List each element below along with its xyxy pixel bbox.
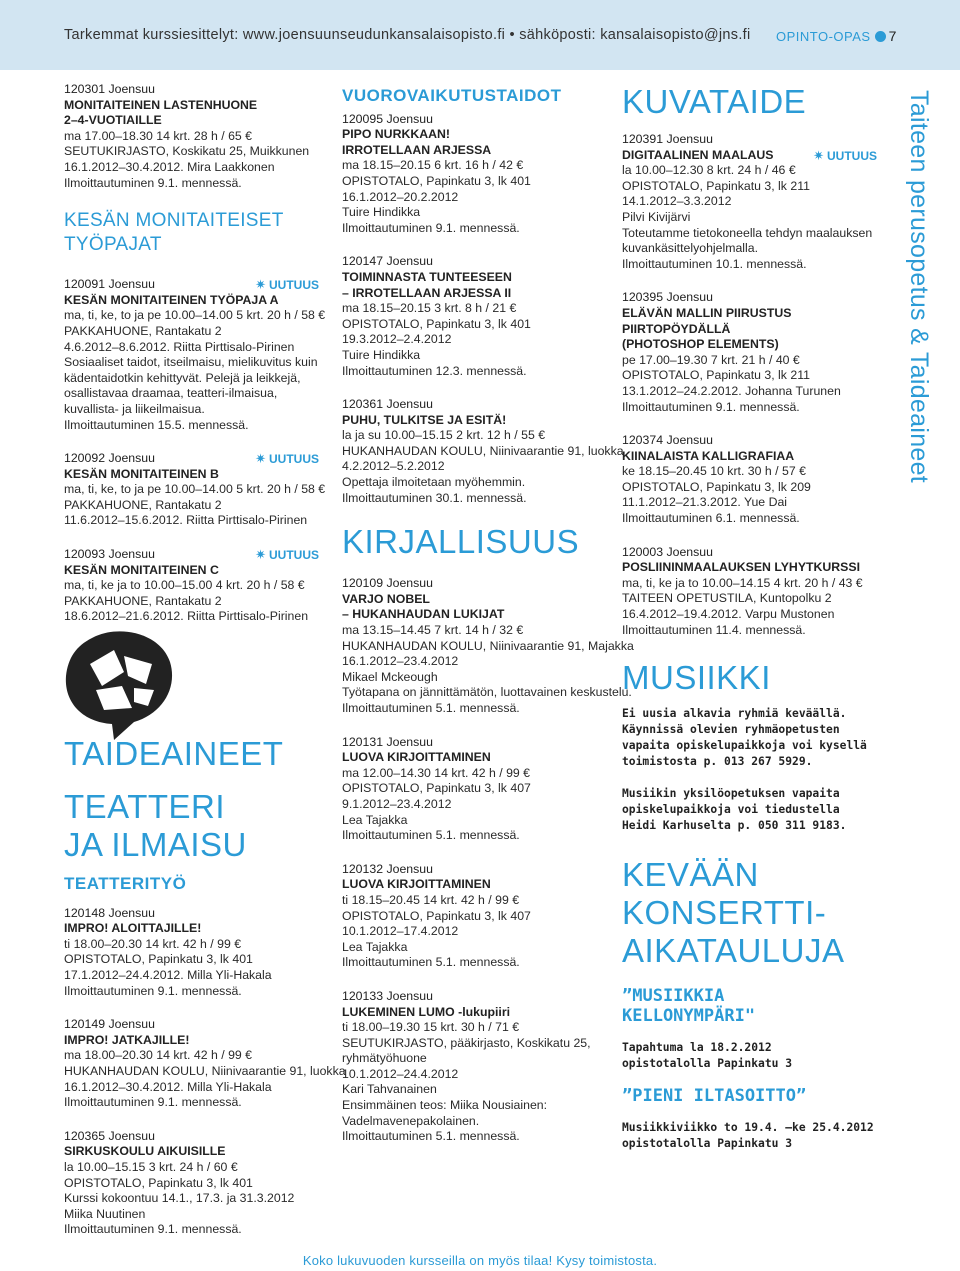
event-title: ”PIENI ILTASOITTO” bbox=[622, 1086, 807, 1107]
course-title: VARJO NOBEL bbox=[342, 591, 430, 606]
course-dates: 16.4.2012–19.4.2012. Varpu Mustonen bbox=[622, 607, 835, 622]
course-place: HUKANHAUDAN KOULU, Niinivaarantie 91, Majakka bbox=[342, 638, 634, 653]
course-code: 120092 Joensuu bbox=[64, 451, 155, 466]
course-registration: Ilmoittautuminen 9.1. mennessä. bbox=[64, 1222, 242, 1237]
new-badge-label: UUTUUS bbox=[269, 548, 319, 563]
course-place: OPISTOTALO, Papinkatu 3, lk 211 bbox=[622, 178, 810, 193]
course-code: 120301 Joensuu bbox=[64, 82, 155, 96]
course-time: ma 17.00–18.30 14 krt. 28 h / 65 € bbox=[64, 128, 253, 143]
course-120132 bbox=[342, 862, 597, 971]
course-dates: 9.1.2012–23.4.2012 bbox=[342, 796, 452, 811]
course-registration: Ilmoittautuminen 11.4. mennessä. bbox=[622, 622, 806, 637]
course-registration: Ilmoittautuminen 5.1. mennessä. bbox=[342, 1129, 520, 1144]
course-120148 bbox=[64, 906, 319, 1000]
new-badge-label: UUTUUS bbox=[269, 452, 319, 467]
course-place: TAITEEN OPETUSTILA, Kuntopolku 2 bbox=[622, 591, 832, 606]
course-place: SEUTUKIRJASTO, Koskikatu 25, Muikkunen bbox=[64, 144, 310, 159]
heading-teatterityo: TEATTERITYÖ bbox=[64, 874, 187, 893]
course-dates: 10.1.2012–17.4.2012 bbox=[342, 924, 459, 939]
course-description: Sosiaaliset taidot, itseilmaisu, mielikuvitus kuin kädentaidotkin kehittyvät. Pelejä ja leikkejä, osallistavaa draamaa, teatteri-ilmaisua, kuvallista- ja liikeilmaisua. bbox=[64, 355, 318, 416]
course-time: ma, ti, ke ja to 10.00–14.15 4 krt. 20 h / 43 € bbox=[622, 575, 863, 590]
note-line: Heidi Karhuselta p. 050 311 9183. bbox=[622, 819, 847, 833]
course-teacher: Mikael Mckeough bbox=[342, 669, 438, 684]
course-title: MONITAITEINEN LASTENHUONE bbox=[64, 97, 258, 112]
course-title: PIPO NURKKAAN! bbox=[342, 127, 450, 142]
heading-musiikki: MUSIIKKI bbox=[622, 659, 771, 697]
section-heading-kesan: KESÄN MONITAITEISET TYÖPAJAT bbox=[64, 210, 284, 256]
yksiloopetus-note bbox=[622, 786, 877, 834]
course-120091 bbox=[64, 277, 326, 433]
course-code-row bbox=[64, 451, 319, 467]
course-120095 bbox=[342, 112, 597, 237]
course-dates: 16.1.2012–30.4.2012. Mira Laakkonen bbox=[64, 159, 275, 174]
course-dates: 14.1.2012–3.3.2012 bbox=[622, 194, 732, 209]
course-place: HUKANHAUDAN KOULU, Niinivaarantie 91, luokka bbox=[342, 443, 624, 458]
new-badge bbox=[255, 277, 319, 294]
course-registration: Ilmoittautuminen 9.1. mennessä. bbox=[64, 175, 242, 190]
course-description: Vadelmavenepakolainen. bbox=[342, 1113, 480, 1128]
course-code: 120131 Joensuu bbox=[342, 734, 433, 749]
event-musiikkia-kellonympari bbox=[622, 986, 877, 1072]
course-title: LUOVA KIRJOITTAMINEN bbox=[342, 750, 491, 765]
course-registration: Ilmoittautuminen 6.1. mennessä. bbox=[622, 511, 800, 526]
course-code: 120149 Joensuu bbox=[64, 1017, 155, 1032]
course-registration: Ilmoittautuminen 9.1. mennessä. bbox=[622, 399, 800, 414]
course-code: 120148 Joensuu bbox=[64, 905, 155, 920]
course-registration: Ilmoittautuminen 9.1. mennessä. bbox=[64, 983, 242, 998]
column-left-lower bbox=[64, 735, 346, 1256]
course-title: KIINALAISTA KALLIGRAFIAA bbox=[622, 448, 795, 463]
vertical-section-title-text: Taiteen perusopetus & Taideaineet bbox=[905, 90, 933, 484]
course-description: Toteutamme tietokoneella tehdyn maalauksen kuvankäsittelyohjelmalla. bbox=[622, 225, 873, 256]
course-code: 120365 Joensuu bbox=[64, 1128, 155, 1143]
event-title: ”MUSIIKKIA bbox=[622, 986, 725, 1007]
heading-kirjallisuus: KIRJALLISUUS bbox=[342, 523, 580, 561]
course-place: OPISTOTALO, Papinkatu 3, lk 211 bbox=[622, 368, 810, 383]
course-title: POSLIININMAALAUKSEN LYHYTKURSSI bbox=[622, 560, 860, 575]
course-teacher: Tuire Hindikka bbox=[342, 205, 421, 220]
column-right bbox=[622, 84, 877, 1152]
course-120395 bbox=[622, 290, 877, 415]
heading-teatteri: TEATTERI bbox=[64, 788, 226, 825]
course-code: 120109 Joensuu bbox=[342, 576, 433, 591]
course-title: KESÄN MONITAITEINEN C bbox=[64, 562, 219, 577]
course-title: PUHU, TULKITSE JA ESITÄ! bbox=[342, 412, 507, 427]
asterisk-star-icon: ✷ bbox=[813, 147, 824, 163]
course-registration: Ilmoittautuminen 5.1. mennessä. bbox=[342, 701, 520, 715]
dot-icon bbox=[875, 31, 886, 42]
heading-line: KONSERTTI- bbox=[622, 894, 827, 932]
course-title: DIGITAALINEN MAALAUS bbox=[622, 147, 774, 162]
course-120093 bbox=[64, 547, 319, 625]
course-code: 120361 Joensuu bbox=[342, 397, 433, 412]
course-120147 bbox=[342, 254, 597, 379]
course-registration: Ilmoittautuminen 5.1. mennessä. bbox=[342, 828, 520, 843]
guide-label bbox=[776, 28, 897, 44]
course-time: pe 17.00–19.30 7 krt. 21 h / 40 € bbox=[622, 352, 800, 367]
course-teacher: Lea Tajakka bbox=[342, 939, 408, 954]
course-code: 120095 Joensuu bbox=[342, 111, 433, 126]
course-code-row bbox=[64, 547, 319, 563]
course-dates: 4.2.2012–5.2.2012 bbox=[342, 459, 445, 474]
heading-kuvataide: KUVATAIDE bbox=[622, 83, 807, 120]
course-time: la 10.00–15.15 3 krt. 24 h / 60 € bbox=[64, 1159, 238, 1174]
course-code-row bbox=[64, 277, 319, 293]
course-place: OPISTOTALO, Papinkatu 3, lk 407 bbox=[342, 781, 531, 796]
course-120131 bbox=[342, 735, 597, 844]
course-time: ma, ti, ke, to ja pe 10.00–14.00 5 krt. 20 h / 58 € bbox=[64, 308, 326, 323]
course-120391 bbox=[622, 132, 877, 272]
course-teacher: Pilvi Kivijärvi bbox=[622, 209, 691, 224]
course-code: 120395 Joensuu bbox=[622, 290, 713, 305]
course-dates: 17.1.2012–24.4.2012. Milla Yli-Hakala bbox=[64, 967, 272, 982]
course-teacher: Opettaja ilmoitetaan myöhemmin. bbox=[342, 475, 526, 490]
course-120092 bbox=[64, 451, 326, 529]
course-time: ma 18.15–20.15 3 krt. 8 h / 21 € bbox=[342, 301, 517, 316]
course-time: ma 18.15–20.15 6 krt. 16 h / 42 € bbox=[342, 158, 524, 173]
course-title: (PHOTOSHOP ELEMENTS) bbox=[622, 337, 779, 352]
course-registration: Ilmoittautuminen 5.1. mennessä. bbox=[342, 955, 520, 970]
note-line: Ei uusia alkavia ryhmiä keväällä. bbox=[622, 707, 847, 721]
course-teacher: Miika Nuutinen bbox=[64, 1206, 146, 1221]
course-120361 bbox=[342, 397, 624, 506]
course-dates: 11.6.2012–15.6.2012. Riitta Pirttisalo-Pirinen bbox=[64, 513, 308, 528]
course-teacher: Lea Tajakka bbox=[342, 812, 408, 827]
course-title: ELÄVÄN MALLIN PIIRUSTUS bbox=[622, 305, 792, 320]
event-title: KELLONYMPÄRI" bbox=[622, 1006, 756, 1027]
course-code: 120391 Joensuu bbox=[622, 132, 713, 146]
course-place: OPISTOTALO, Papinkatu 3, lk 401 bbox=[64, 1175, 253, 1190]
course-120003 bbox=[622, 545, 877, 639]
course-code: 120091 Joensuu bbox=[64, 277, 155, 292]
course-dates: 18.6.2012–21.6.2012. Riitta Pirttisalo-Pirinen bbox=[64, 609, 309, 624]
course-time: ti 18.00–19.30 15 krt. 30 h / 71 € bbox=[342, 1020, 520, 1035]
new-badge bbox=[813, 148, 877, 165]
course-title: – IRROTELLAAN ARJESSA II bbox=[342, 285, 512, 300]
asterisk-star-icon: ✷ bbox=[255, 277, 266, 293]
course-120133 bbox=[342, 989, 597, 1145]
course-title-row bbox=[622, 148, 877, 164]
course-dates: 4.6.2012–8.6.2012. Riitta Pirttisalo-Pirinen bbox=[64, 339, 295, 354]
note-line: Musiikin yksilöopetuksen vapaita bbox=[622, 787, 840, 801]
course-place: SEUTUKIRJASTO, pääkirjasto, Koskikatu 25, bbox=[342, 1035, 591, 1050]
event-info: Tapahtuma la 18.2.2012 bbox=[622, 1041, 772, 1055]
course-120149 bbox=[64, 1017, 346, 1111]
event-info: opistotalolla Papinkatu 3 bbox=[622, 1057, 793, 1071]
course-dates: 10.1.2012–24.4.2012 bbox=[342, 1066, 459, 1081]
heading-line: KEVÄÄN bbox=[622, 856, 759, 894]
course-code: 120132 Joensuu bbox=[342, 861, 433, 876]
course-code: 120003 Joensuu bbox=[622, 544, 713, 559]
course-time: ma 13.15–14.45 7 krt. 14 h / 32 € bbox=[342, 623, 524, 638]
page-number: 7 bbox=[888, 28, 897, 44]
course-time: ma, ti, ke, to ja pe 10.00–14.00 5 krt. 20 h / 58 € bbox=[64, 482, 326, 497]
course-place: PAKKAHUONE, Rantakatu 2 bbox=[64, 497, 222, 512]
new-badge-label: UUTUUS bbox=[827, 148, 877, 163]
heading-taideaineet: TAIDEAINEET bbox=[64, 735, 284, 772]
footer-note: Koko lukuvuoden kursseilla on myös tilaa! Kysy toimistosta. bbox=[302, 1253, 658, 1268]
course-code: 120133 Joensuu bbox=[342, 988, 433, 1003]
heading-konsertti bbox=[622, 856, 877, 970]
header-band bbox=[0, 0, 960, 70]
event-pieni-iltasoitto bbox=[622, 1086, 877, 1152]
course-time: la 10.00–12.30 8 krt. 24 h / 46 € bbox=[622, 163, 796, 178]
course-place: OPISTOTALO, Papinkatu 3, lk 209 bbox=[622, 479, 811, 494]
note-line: Käynnissä olevien ryhmäopetusten bbox=[622, 723, 840, 737]
heading-line: AIKATAULUJA bbox=[622, 932, 845, 970]
course-time: ma, ti, ke ja to 10.00–15.00 4 krt. 20 h / 58 € bbox=[64, 578, 305, 593]
course-title: SIRKUSKOULU AIKUISILLE bbox=[64, 1144, 226, 1159]
course-120365 bbox=[64, 1129, 319, 1238]
course-dates: 16.1.2012–23.4.2012 bbox=[342, 654, 459, 669]
course-description: Työtapana on jännittämätön, luottavainen keskustelu. bbox=[342, 685, 632, 700]
column-middle bbox=[342, 86, 634, 1163]
course-registration: Ilmoittautuminen 9.1. mennessä. bbox=[64, 1095, 242, 1110]
course-title: 2–4-VUOTIAILLE bbox=[64, 113, 162, 128]
course-place: OPISTOTALO, Papinkatu 3, lk 407 bbox=[342, 908, 531, 923]
heading-ja-ilmaisu: JA ILMAISU bbox=[64, 826, 247, 863]
event-info: opistotalolla Papinkatu 3 bbox=[622, 1137, 793, 1151]
event-info: Musiikkiviikko to 19.4. –ke 25.4.2012 bbox=[622, 1121, 874, 1135]
vertical-section-title bbox=[905, 90, 935, 510]
course-description: Ensimmäinen teos: Miika Nousiainen: bbox=[342, 1098, 548, 1113]
course-title: IRROTELLAAN ARJESSA bbox=[342, 142, 492, 157]
course-time: ma 18.00–20.30 14 krt. 42 h / 99 € bbox=[64, 1048, 253, 1063]
new-badge-label: UUTUUS bbox=[269, 278, 319, 293]
course-title: KESÄN MONITAITEINEN TYÖPAJA A bbox=[64, 292, 279, 307]
course-title: – HUKANHAUDAN LUKIJAT bbox=[342, 607, 505, 622]
course-dates: 16.1.2012–20.2.2012 bbox=[342, 189, 459, 204]
course-registration: Ilmoittautuminen 15.5. mennessä. bbox=[64, 417, 249, 432]
course-place: OPISTOTALO, Papinkatu 3, lk 401 bbox=[342, 173, 531, 188]
course-place: PAKKAHUONE, Rantakatu 2 bbox=[64, 593, 222, 608]
new-badge bbox=[255, 547, 319, 564]
asterisk-star-icon: ✷ bbox=[255, 547, 266, 563]
course-time: ti 18.00–20.30 14 krt. 42 h / 99 € bbox=[64, 936, 242, 951]
course-code: 120147 Joensuu bbox=[342, 254, 433, 269]
column-left bbox=[64, 82, 326, 643]
course-registration: Ilmoittautuminen 9.1. mennessä. bbox=[342, 220, 520, 235]
course-time: la ja su 10.00–15.15 2 krt. 12 h / 55 € bbox=[342, 428, 546, 443]
musiikki-note bbox=[622, 706, 877, 770]
course-teacher: Kari Tahvanainen bbox=[342, 1082, 437, 1097]
course-teacher: Tuire Hindikka bbox=[342, 347, 421, 362]
speech-bubble-logo-icon bbox=[62, 628, 174, 743]
course-time: ti 18.15–20.45 14 krt. 42 h / 99 € bbox=[342, 892, 520, 907]
course-place: ryhmätyöhuone bbox=[342, 1051, 427, 1066]
course-title: PIIRTOPÖYDÄLLÄ bbox=[622, 321, 731, 336]
course-registration: Ilmoittautuminen 12.3. mennessä. bbox=[342, 363, 527, 378]
course-code: 120374 Joensuu bbox=[622, 433, 713, 448]
guide-label-text: OPINTO-OPAS bbox=[776, 29, 871, 44]
course-place: HUKANHAUDAN KOULU, Niinivaarantie 91, luokka bbox=[64, 1063, 346, 1078]
course-extra: Kurssi kokoontuu 14.1., 17.3. ja 31.3.2012 bbox=[64, 1191, 295, 1206]
course-title: LUOVA KIRJOITTAMINEN bbox=[342, 877, 491, 892]
course-place: OPISTOTALO, Papinkatu 3, lk 401 bbox=[342, 316, 531, 331]
course-code: 120093 Joensuu bbox=[64, 547, 155, 562]
course-registration: Ilmoittautuminen 10.1. mennessä. bbox=[622, 256, 807, 271]
course-title: IMPRO! ALOITTAJILLE! bbox=[64, 921, 202, 936]
course-120374 bbox=[622, 433, 877, 527]
course-dates: 19.3.2012–2.4.2012 bbox=[342, 332, 452, 347]
course-title: LUKEMINEN LUMO -lukupiiri bbox=[342, 1004, 511, 1019]
header-contact-info: Tarkemmat kurssiesittelyt: www.joensuunseudunkansalaisopisto.fi • sähköposti: kansalaisopisto@jns.fi bbox=[64, 27, 751, 43]
course-dates: 11.1.2012–21.3.2012. Yue Dai bbox=[622, 495, 788, 510]
course-place: OPISTOTALO, Papinkatu 3, lk 401 bbox=[64, 952, 253, 967]
course-120301 bbox=[64, 82, 319, 191]
course-time: ke 18.15–20.45 10 krt. 30 h / 57 € bbox=[622, 464, 806, 479]
asterisk-star-icon: ✷ bbox=[255, 451, 266, 467]
heading-vuorovaikutustaidot: VUOROVAIKUTUSTAIDOT bbox=[342, 86, 562, 105]
note-line: vapaita opiskelupaikkoja voi kysellä bbox=[622, 739, 867, 753]
course-dates: 13.1.2012–24.2.2012. Johanna Turunen bbox=[622, 383, 841, 398]
course-title: KESÄN MONITAITEINEN B bbox=[64, 466, 219, 481]
course-time: ma 12.00–14.30 14 krt. 42 h / 99 € bbox=[342, 765, 531, 780]
course-place: PAKKAHUONE, Rantakatu 2 bbox=[64, 323, 222, 338]
course-title: IMPRO! JATKAJILLE! bbox=[64, 1032, 190, 1047]
course-120109 bbox=[342, 576, 634, 716]
new-badge bbox=[255, 451, 319, 468]
course-dates: 16.1.2012–30.4.2012. Milla Yli-Hakala bbox=[64, 1079, 272, 1094]
course-registration: Ilmoittautuminen 30.1. mennessä. bbox=[342, 490, 527, 505]
course-title: TOIMINNASTA TUNTEESEEN bbox=[342, 269, 512, 284]
note-line: opiskelupaikkoja voi tiedustella bbox=[622, 803, 840, 817]
note-line: toimistosta p. 013 267 5929. bbox=[622, 755, 813, 769]
